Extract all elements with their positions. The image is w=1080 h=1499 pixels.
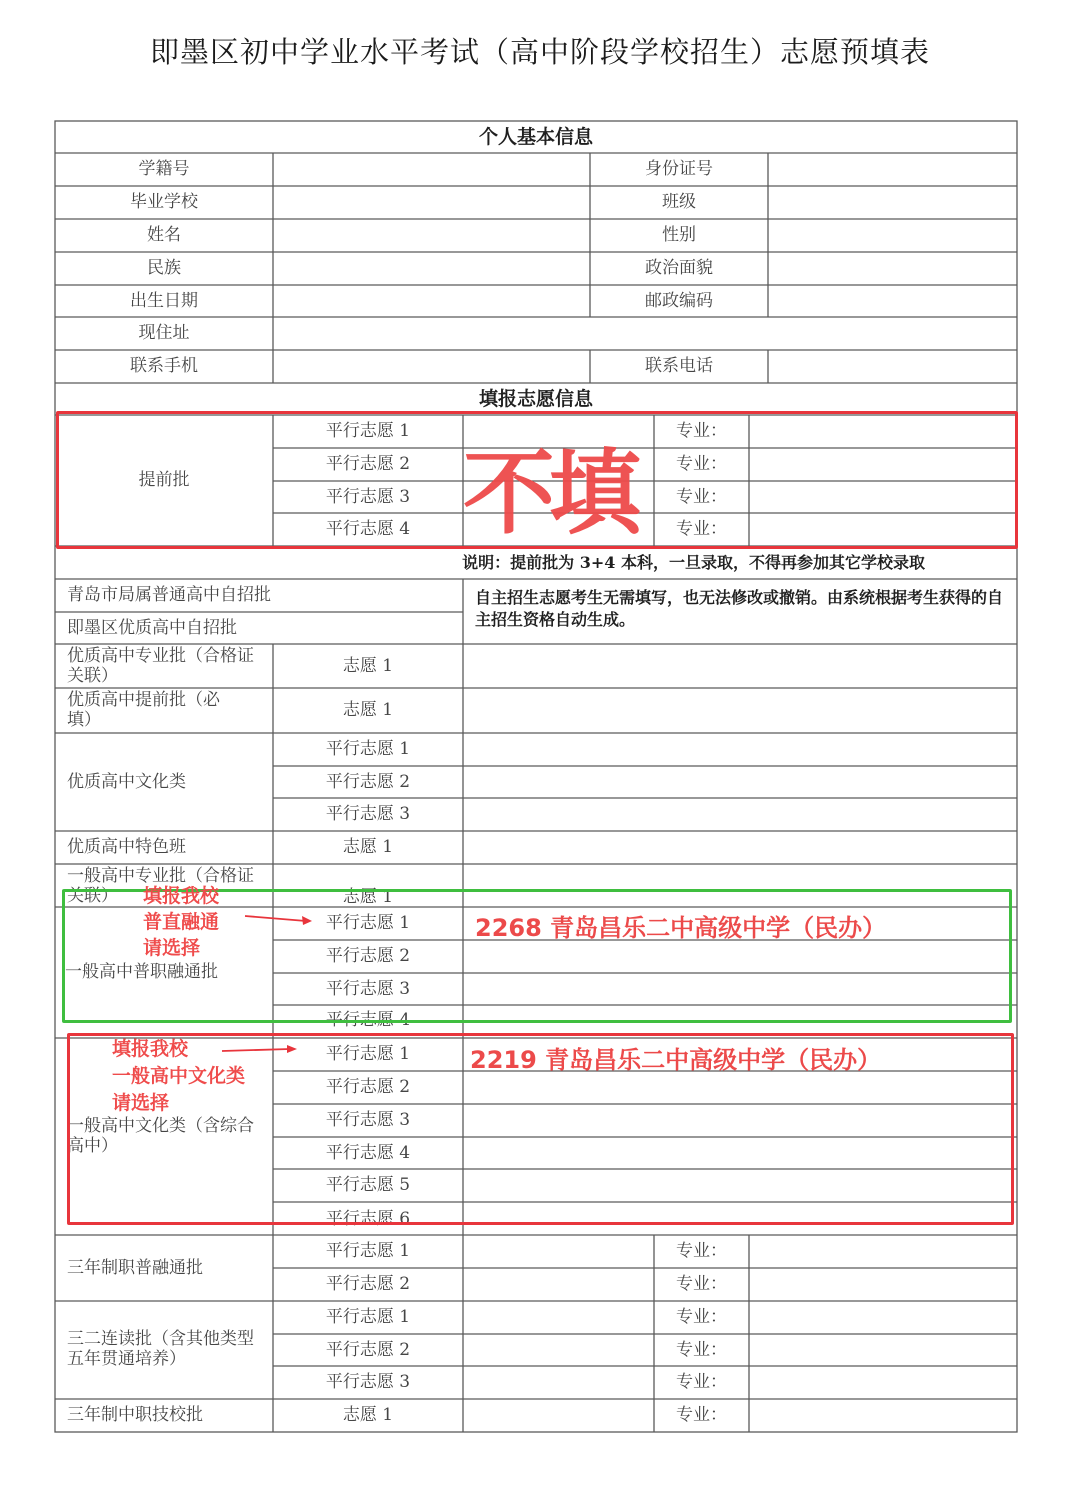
label-id-no: 身份证号: [645, 159, 713, 180]
three-two-pw-2: 平行志愿 2: [325, 1339, 411, 1360]
label-postcode: 邮政编码: [645, 290, 713, 311]
early-major-label-2: 专业：: [676, 454, 727, 475]
three-two-major-label-3: 专业：: [676, 1372, 727, 1393]
general-culture-pw-1: 平行志愿 1: [325, 1044, 411, 1065]
general-voc-pw-1: 平行志愿 1: [325, 913, 411, 934]
green-annotation-line-3: 请选择: [143, 937, 201, 959]
tech-w1: 志愿 1: [342, 1405, 394, 1426]
quality-early-w1: 志愿 1: [342, 700, 394, 721]
self-enroll-note: 自主招生志愿考生无需填写，也无法修改或撤销。由系统根据考生获得的自主招生资格自动生成。: [475, 588, 1004, 629]
batch-three-year-voc: 三年制职普融通批: [67, 1257, 203, 1278]
early-major-label-4: 专业：: [676, 519, 727, 540]
batch-general-vocational: 一般高中普职融通批: [65, 962, 218, 983]
early-pw-1: 平行志愿 1: [325, 421, 411, 442]
general-culture-pw-6: 平行志愿 6: [325, 1209, 411, 1229]
voc-pw-2: 平行志愿 2: [325, 1274, 411, 1295]
label-gender: 性别: [662, 225, 696, 246]
three-two-major-label-1: 专业：: [676, 1307, 727, 1328]
batch-general-culture: 一般高中文化类（含综合高中）: [67, 1116, 254, 1157]
label-name: 姓名: [147, 225, 181, 246]
general-culture-pw-4: 平行志愿 4: [325, 1142, 411, 1163]
quality-culture-pw-1: 平行志愿 1: [325, 739, 411, 760]
no-fill-stamp: 不填: [463, 440, 636, 547]
label-mobile: 联系手机: [130, 356, 198, 377]
quality-special-w1: 志愿 1: [342, 837, 394, 858]
general-culture-pw-3: 平行志愿 3: [325, 1110, 411, 1131]
voc-major-label-1: 专业：: [676, 1241, 727, 1262]
tech-major-label: 专业：: [676, 1405, 727, 1426]
batch-early: 提前批: [138, 470, 190, 491]
general-culture-pw-5: 平行志愿 5: [325, 1175, 411, 1196]
batch-quality-major: 优质高中专业批（合格证关联）: [67, 646, 254, 687]
three-two-pw-1: 平行志愿 1: [325, 1307, 411, 1328]
label-school: 毕业学校: [130, 192, 198, 213]
section-wish-info: 填报志愿信息: [478, 387, 593, 410]
label-student-no: 学籍号: [138, 159, 190, 180]
early-major-label-1: 专业：: [676, 421, 727, 442]
selected-school-1: 2268 青岛昌乐二中高级中学（民办）: [475, 914, 887, 942]
general-voc-pw-2: 平行志愿 2: [325, 946, 411, 967]
batch-three-two: 三二连读批（含其他类型五年贯通培养）: [67, 1329, 254, 1370]
early-batch-note: 说明：提前批为 3+4 本科，一旦录取，不得再参加其它学校录取: [462, 552, 925, 572]
batch-quality-special: 优质高中特色班: [67, 837, 186, 858]
label-phone: 联系电话: [645, 356, 713, 377]
green-annotation-line-1: 填报我校: [143, 885, 220, 907]
red-annotation-line-1: 填报我校: [112, 1038, 189, 1060]
early-pw-3: 平行志愿 3: [325, 486, 411, 507]
batch-quality-culture: 优质高中文化类: [67, 771, 186, 792]
batch-jm-self: 即墨区优质高中自招批: [67, 617, 237, 638]
label-address: 现住址: [138, 323, 190, 344]
page-title: 即墨区初中学业水平考试（高中阶段学校招生）志愿预填表: [149, 35, 930, 69]
red-annotation-line-2: 一般高中文化类: [112, 1065, 246, 1087]
selected-school-2: 2219 青岛昌乐二中高级中学（民办）: [470, 1046, 882, 1074]
voc-pw-1: 平行志愿 1: [325, 1241, 411, 1262]
label-class: 班级: [662, 192, 696, 213]
label-politics: 政治面貌: [645, 258, 713, 279]
general-voc-pw-4: 平行志愿 4: [325, 1010, 411, 1030]
red-annotation-line-3: 请选择: [112, 1092, 170, 1114]
label-ethnicity: 民族: [147, 258, 181, 279]
general-voc-pw-3: 平行志愿 3: [325, 978, 411, 999]
early-pw-2: 平行志愿 2: [325, 454, 411, 475]
voc-major-label-2: 专业：: [676, 1274, 727, 1295]
general-major-w1: 志愿 1: [342, 886, 394, 907]
batch-quality-early: 优质高中提前批（必填）: [67, 690, 220, 731]
general-culture-pw-2: 平行志愿 2: [325, 1077, 411, 1098]
quality-major-w1: 志愿 1: [342, 655, 394, 676]
early-major-label-3: 专业：: [676, 486, 727, 507]
batch-qd-self: 青岛市局属普通高中自招批: [67, 585, 271, 606]
quality-culture-pw-2: 平行志愿 2: [325, 771, 411, 792]
early-pw-4: 平行志愿 4: [325, 519, 411, 540]
label-birth: 出生日期: [130, 290, 198, 311]
section-personal-info: 个人基本信息: [478, 125, 593, 148]
quality-culture-pw-3: 平行志愿 3: [325, 804, 411, 825]
three-two-pw-3: 平行志愿 3: [325, 1372, 411, 1393]
green-annotation-line-2: 普直融通: [143, 911, 220, 933]
batch-general-major: 一般高中专业批（合格证关联）: [67, 866, 254, 907]
three-two-major-label-2: 专业：: [676, 1339, 727, 1360]
batch-three-year-tech: 三年制中职技校批: [67, 1405, 203, 1426]
